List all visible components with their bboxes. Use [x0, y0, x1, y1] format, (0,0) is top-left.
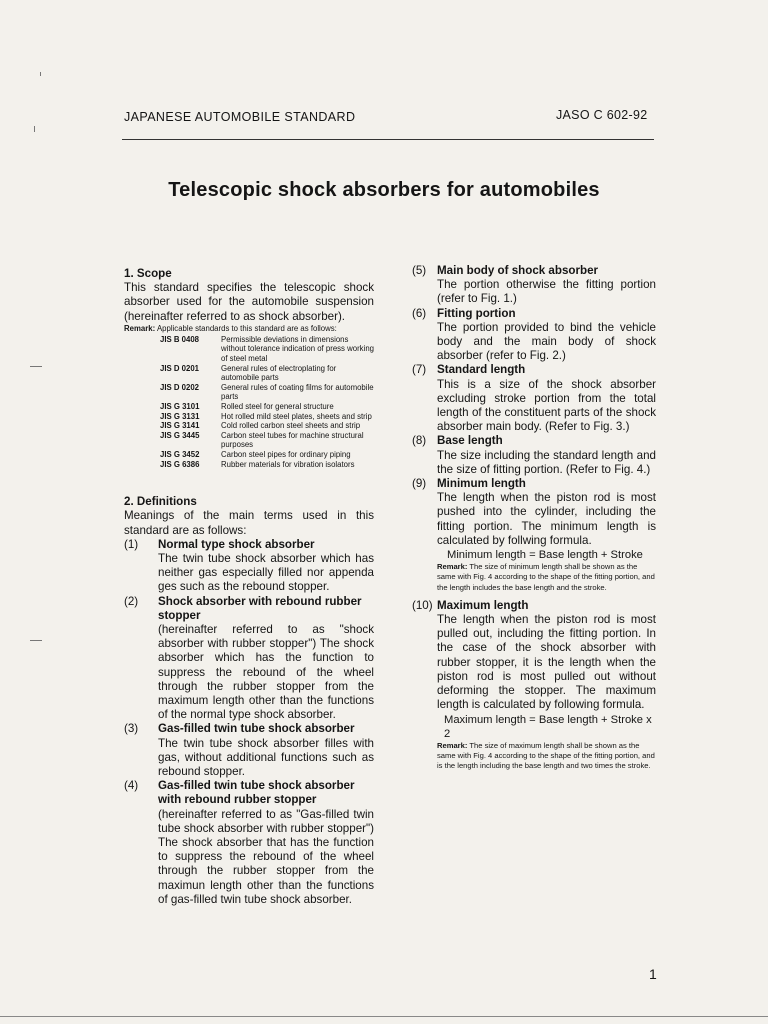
scan-mark — [40, 72, 41, 76]
definition-item — [412, 264, 656, 307]
definition-item — [412, 434, 656, 477]
definition-item — [412, 307, 656, 364]
remark-label: Remark: — [437, 740, 468, 750]
reference-row — [160, 364, 374, 383]
right-column — [412, 264, 656, 772]
reference-desc: Permissible deviations in dimensions without tolerance indication of press working of steel metal — [221, 334, 374, 363]
reference-row — [160, 460, 374, 470]
reference-code: JIS D 0201 — [160, 363, 200, 373]
reference-row — [160, 402, 374, 412]
remark-label: Remark: — [124, 323, 156, 333]
remark-text: Applicable standards to this standard are as follows: — [156, 323, 337, 333]
definition-term: Maximum length — [437, 598, 529, 612]
definition-text: (hereinafter referred to as "Gas-filled twin tube shock absorber with rubber stopper") The shock absorber that has the function to suppress the rebound of the wheel through the rubber stopper from the maximun length other than the functions of gas-filled twin tube shock absorber. — [158, 807, 374, 906]
reference-desc: Carbon steel pipes for ordinary piping — [221, 449, 351, 459]
reference-row — [160, 412, 374, 422]
reference-code: JIS G 3101 — [160, 401, 200, 411]
maximum-length-formula: Maximum length = Base length + Stroke x 2 — [444, 713, 652, 740]
definition-text: The length when the piston rod is most pushed into the cylinder, including the fitting portion. The minimum length is calculated by follwing formula. — [437, 491, 656, 547]
reference-code: JIS G 3452 — [160, 449, 200, 459]
minimum-length-formula: Minimum length = Base length + Stroke — [447, 549, 643, 562]
definition-number: (8) — [412, 434, 427, 448]
definition-item — [124, 722, 374, 779]
remark-label: Remark: — [437, 562, 468, 572]
definition-number: (7) — [412, 363, 427, 377]
reference-code: JIS G 6386 — [160, 459, 200, 469]
definition-text: The twin tube shock absorber which has neither gas especially filled nor appenda ges such as the rebound stopper. — [158, 551, 374, 594]
remark-text: The size of maximum length shall be shown as the same with Fig. 4 according to the shape of the fitting portion, and is the length including the base length and two times the stroke. — [437, 740, 655, 771]
reference-code: JIS G 3445 — [160, 430, 200, 440]
definition-text: This is a size of the shock absorber excluding stroke portion from the total length of the constituent parts of the shock absorber main body. (Refer to Fig. 3.) — [437, 377, 656, 434]
definition-text: The portion otherwise the fitting portion (refer to Fig. 1.) — [437, 278, 656, 306]
definition-text: The twin tube shock absorber filles with gas, without additional functions such as rebound stopper. — [158, 736, 374, 778]
reference-row — [160, 383, 374, 402]
definition-text: The length when the piston rod is most pulled out, including the fitting portion. In the case of the shock absorber with rubber stopper, it is the length when the piston rod is most pulled out without deforming the stopper. The maximum length is calculated by following formula. — [437, 613, 656, 712]
definition-number: (6) — [412, 306, 427, 320]
reference-code: JIS D 0202 — [160, 382, 200, 392]
definition-text: The portion provided to bind the vehicle body and the main body of shock absorber (refer to Fig. 2.) — [437, 320, 656, 363]
reference-desc: Rubber materials for vibration isolators — [221, 459, 355, 469]
definition-item — [124, 779, 374, 907]
reference-row — [160, 431, 374, 450]
definition-item — [412, 363, 656, 434]
definition-item — [124, 595, 374, 723]
definition-number: (10) — [412, 598, 433, 612]
definition-item — [412, 477, 656, 593]
remark-text: The size of minimum length shall be shown as the same with Fig. 4 according to the shape of the fitting portion, and the length includes the base length and the stroke. — [437, 562, 655, 592]
definition-term: Gas-filled twin tube shock absorber — [158, 722, 355, 736]
standard-number-header: JASO C 602-92 — [556, 108, 648, 122]
definition-term: Standard length — [437, 363, 526, 377]
scan-mark — [30, 366, 42, 367]
definition-term: Gas-filled twin tube shock absorber with rebound rubber stopper — [158, 779, 355, 807]
definition-term: Base length — [437, 434, 503, 448]
definition-term: Fitting portion — [437, 306, 516, 320]
definition-term: Normal type shock absorber — [158, 537, 315, 551]
reference-code: JIS B 0408 — [160, 334, 200, 344]
standard-series-header: JAPANESE AUTOMOBILE STANDARD — [124, 110, 356, 124]
definitions-heading: 2. Definitions — [124, 495, 197, 509]
definition-term: Shock absorber with rebound rubber stopper — [158, 594, 362, 622]
reference-desc: Cold rolled carbon steel sheets and strip — [221, 421, 361, 431]
scan-mark — [34, 126, 35, 132]
definition-item — [124, 538, 374, 595]
definition-number: (5) — [412, 264, 427, 277]
left-column — [124, 267, 374, 907]
scan-mark — [30, 640, 42, 641]
definition-number: (2) — [124, 594, 139, 608]
reference-desc: General rules of coating films for automobile parts — [221, 382, 374, 402]
reference-row — [160, 450, 374, 460]
definition-number: (3) — [124, 722, 139, 736]
scope-heading: 1. Scope — [124, 267, 172, 280]
definitions-intro: Meanings of the main terms used in this standard are as follows: — [124, 509, 374, 537]
maximum-length-remark — [437, 741, 656, 772]
reference-list — [160, 335, 374, 469]
definition-text: The size including the standard length and the size of fitting portion. (Refer to Fig. 4.) — [437, 448, 656, 476]
reference-desc: Rolled steel for general structure — [221, 401, 334, 411]
page-number: 1 — [649, 966, 657, 982]
definition-text: (hereinafter referred to as "shock absorber with rubber stopper") The shock absorber which has the function to suppress the rebound of the wheel through the rubber stopper from the maximum length other than the functions of the normal type shock absorber. — [158, 622, 374, 722]
definition-number: (1) — [124, 537, 139, 551]
reference-row — [160, 335, 374, 364]
reference-code: JIS G 3141 — [160, 421, 200, 431]
definition-term: Minimum length — [437, 477, 526, 491]
definition-term: Main body of shock absorber — [437, 264, 599, 277]
reference-desc: General rules of electroplating for automobile parts — [221, 363, 337, 383]
definition-item — [412, 599, 656, 772]
page-edge-rule — [0, 1016, 768, 1017]
reference-code: JIS G 3131 — [160, 411, 200, 421]
reference-desc: Carbon steel tubes for machine structural purposes — [221, 430, 364, 450]
definition-number: (9) — [412, 477, 427, 491]
scope-remark — [124, 324, 374, 334]
reference-desc: Hot rolled mild steel plates, sheets and strip — [221, 411, 372, 421]
document-title: Telescopic shock absorbers for automobiles — [168, 179, 600, 201]
header-rule — [122, 139, 654, 140]
definition-number: (4) — [124, 779, 139, 793]
minimum-length-remark — [437, 562, 656, 593]
reference-row — [160, 421, 374, 431]
scope-text: This standard specifies the telescopic shock absorber used for the automobile suspension (hereinafter referred to as shock absorber). — [124, 281, 374, 323]
